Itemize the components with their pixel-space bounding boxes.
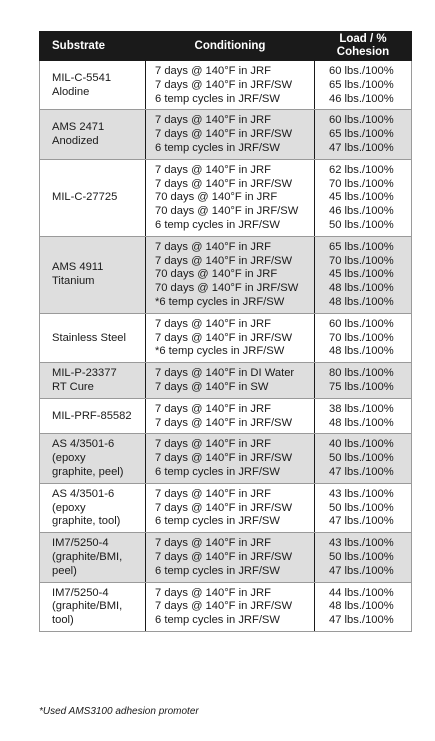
substrate-cell [40,434,146,483]
load-value: 48 lbs./100% [329,416,394,429]
load-value: 45 lbs./100% [329,191,394,204]
substrate-line: AMS 4911 [52,261,104,274]
substrate-line: (epoxy [52,452,86,465]
table-row [40,398,412,434]
substrate-line: AS 4/3501-6 [52,438,115,451]
conditioning-line: 7 days @ 140°F in JRF/SW [155,501,293,514]
load-value: 65 lbs./100% [329,78,394,91]
conditioning-line: 6 temp cycles in JRF/SW [155,564,280,577]
conditioning-cell [146,398,315,434]
conditioning-cell [146,159,315,236]
substrate-cell [40,483,146,532]
load-value: 46 lbs./100% [329,205,394,218]
substrate-line: Stainless Steel [52,331,127,344]
substrate-cell [40,313,146,362]
load-value: 48 lbs./100% [329,345,394,358]
load-value: 70 lbs./100% [329,331,394,344]
load-cohesion-cell [315,483,412,532]
substrate-line: tool) [52,614,74,627]
load-value: 47 lbs./100% [329,614,394,627]
substrate-cell [40,110,146,159]
load-value: 48 lbs./100% [329,295,394,308]
table-row [40,236,412,313]
substrate-line: Alodine [52,85,90,98]
load-value: 65 lbs./100% [329,240,394,253]
conditioning-line: 7 days @ 140°F in JRF/SW [155,177,293,190]
substrate-cell [40,582,146,631]
conditioning-line: 70 days @ 140°F in JRF [155,191,278,204]
substrate-line: RT Cure [52,380,94,393]
conditioning-cell [146,483,315,532]
table-row [40,483,412,532]
table-row [40,582,412,631]
load-cohesion-cell [315,313,412,362]
conditioning-cell [146,533,315,582]
load-value: 62 lbs./100% [329,163,394,176]
load-value: 60 lbs./100% [329,114,394,127]
conditioning-line: 7 days @ 140°F in JRF [155,402,271,415]
conditioning-line: 7 days @ 140°F in JRF/SW [155,416,293,429]
conditioning-line: 6 temp cycles in JRF/SW [155,218,280,231]
conditioning-cell [146,61,315,110]
load-cohesion-cell [315,398,412,434]
substrate-line: Anodized [52,135,99,148]
table-row [40,533,412,582]
substrate-line: (graphite/BMI, [52,600,123,613]
conditioning-line: 7 days @ 140°F in JRF/SW [155,550,293,563]
load-value: 50 lbs./100% [329,501,394,514]
load-value: 43 lbs./100% [329,537,394,550]
table-row [40,110,412,159]
load-cohesion-cell [315,236,412,313]
conditioning-line: 7 days @ 140°F in SW [155,380,269,393]
substrate-line: AMS 2471 [52,121,105,134]
load-value: 48 lbs./100% [329,282,394,295]
load-cohesion-cell [315,363,412,399]
conditioning-line: 7 days @ 140°F in JRF [155,65,271,77]
conditioning-cell [146,110,315,159]
conditioning-line: 7 days @ 140°F in JRF [155,586,271,599]
table-row [40,61,412,110]
load-value: 47 lbs./100% [329,564,394,577]
load-value: 65 lbs./100% [329,128,394,141]
substrate-line: MIL-PRF-85582 [52,409,132,422]
conditioning-line: 7 days @ 140°F in JRF [155,317,271,330]
substrate-line: Titanium [52,275,95,288]
conditioning-cell [146,363,315,399]
load-value: 50 lbs./100% [329,550,394,563]
conditioning-line: 7 days @ 140°F in JRF [155,438,271,451]
substrate-cell [40,398,146,434]
substrate-line: graphite, peel) [52,465,124,478]
substrate-line: MIL-P-23377 [52,367,117,380]
conditioning-cell [146,434,315,483]
load-value: 80 lbs./100% [329,367,394,380]
conditioning-line: 7 days @ 140°F in JRF/SW [155,78,293,91]
load-cohesion-cell [315,61,412,110]
substrate-line: MIL-C-5541 [52,71,112,84]
load-value: 75 lbs./100% [329,380,394,393]
conditioning-line: 70 days @ 140°F in JRF/SW [155,282,299,295]
header-load-cohesion [315,31,412,61]
header-conditioning: Conditioning [146,31,315,61]
conditioning-line: 7 days @ 140°F in JRF [155,240,271,253]
load-value: 70 lbs./100% [329,254,394,267]
substrate-cell [40,159,146,236]
load-value: 38 lbs./100% [329,402,394,415]
conditioning-line: 70 days @ 140°F in JRF [155,268,278,281]
load-value: 40 lbs./100% [329,438,394,451]
load-cohesion-cell [315,533,412,582]
substrate-cell [40,236,146,313]
header-substrate: Substrate [40,31,146,61]
load-cohesion-cell [315,434,412,483]
load-value: 44 lbs./100% [329,586,394,599]
conditioning-line: 7 days @ 140°F in JRF/SW [155,254,293,267]
conditioning-line: 7 days @ 140°F in JRF/SW [155,452,293,465]
conditioning-line: 7 days @ 140°F in JRF [155,537,271,550]
substrate-line: IM7/5250-4 [52,586,109,599]
conditioning-line: 6 temp cycles in JRF/SW [155,614,280,627]
adhesion-table [39,31,412,632]
substrate-line: MIL-C-27725 [52,191,118,204]
load-value: 50 lbs./100% [329,452,394,465]
load-value: 47 lbs./100% [329,515,394,528]
footnote: *Used AMS3100 adhesion promoter [39,706,199,717]
load-value: 43 lbs./100% [329,487,394,500]
substrate-line: IM7/5250-4 [52,537,109,550]
conditioning-line: 70 days @ 140°F in JRF/SW [155,205,299,218]
conditioning-line: 6 temp cycles in JRF/SW [155,465,280,478]
substrate-line: peel) [52,564,77,577]
table-header [40,31,412,61]
adhesion-table-container [39,31,411,632]
conditioning-line: 6 temp cycles in JRF/SW [155,92,280,105]
conditioning-cell [146,313,315,362]
substrate-cell [40,533,146,582]
table-row [40,313,412,362]
load-value: 48 lbs./100% [329,600,394,613]
table-body [40,61,412,631]
load-value: 70 lbs./100% [329,177,394,190]
load-cohesion-cell [315,110,412,159]
substrate-line: (epoxy [52,501,86,514]
substrate-line: graphite, tool) [52,515,121,528]
substrate-cell [40,363,146,399]
conditioning-line: 7 days @ 140°F in JRF/SW [155,128,293,141]
substrate-line: (graphite/BMI, [52,550,123,563]
load-value: 45 lbs./100% [329,268,394,281]
header-load-line2: Cohesion [336,46,390,58]
table-row [40,159,412,236]
header-load-line1: Load / % [339,33,387,45]
load-value: 47 lbs./100% [329,465,394,478]
conditioning-line: 7 days @ 140°F in JRF/SW [155,600,293,613]
load-value: 60 lbs./100% [329,317,394,330]
conditioning-cell [146,582,315,631]
conditioning-line: 6 temp cycles in JRF/SW [155,141,280,154]
header-row [40,31,412,61]
conditioning-line: *6 temp cycles in JRF/SW [155,295,285,308]
substrate-cell [40,61,146,110]
conditioning-line: 7 days @ 140°F in JRF [155,114,271,127]
conditioning-line: *6 temp cycles in JRF/SW [155,345,285,358]
substrate-line: AS 4/3501-6 [52,487,115,500]
table-row [40,363,412,399]
conditioning-line: 6 temp cycles in JRF/SW [155,515,280,528]
load-value: 46 lbs./100% [329,92,394,105]
conditioning-line: 7 days @ 140°F in JRF [155,163,271,176]
conditioning-line: 7 days @ 140°F in JRF/SW [155,331,293,344]
load-value: 50 lbs./100% [329,218,394,231]
conditioning-line: 7 days @ 140°F in JRF [155,487,271,500]
load-cohesion-cell [315,159,412,236]
table-row [40,434,412,483]
conditioning-line: 7 days @ 140°F in DI Water [155,367,295,380]
load-value: 60 lbs./100% [329,65,394,77]
load-cohesion-cell [315,582,412,631]
conditioning-cell [146,236,315,313]
load-value: 47 lbs./100% [329,141,394,154]
